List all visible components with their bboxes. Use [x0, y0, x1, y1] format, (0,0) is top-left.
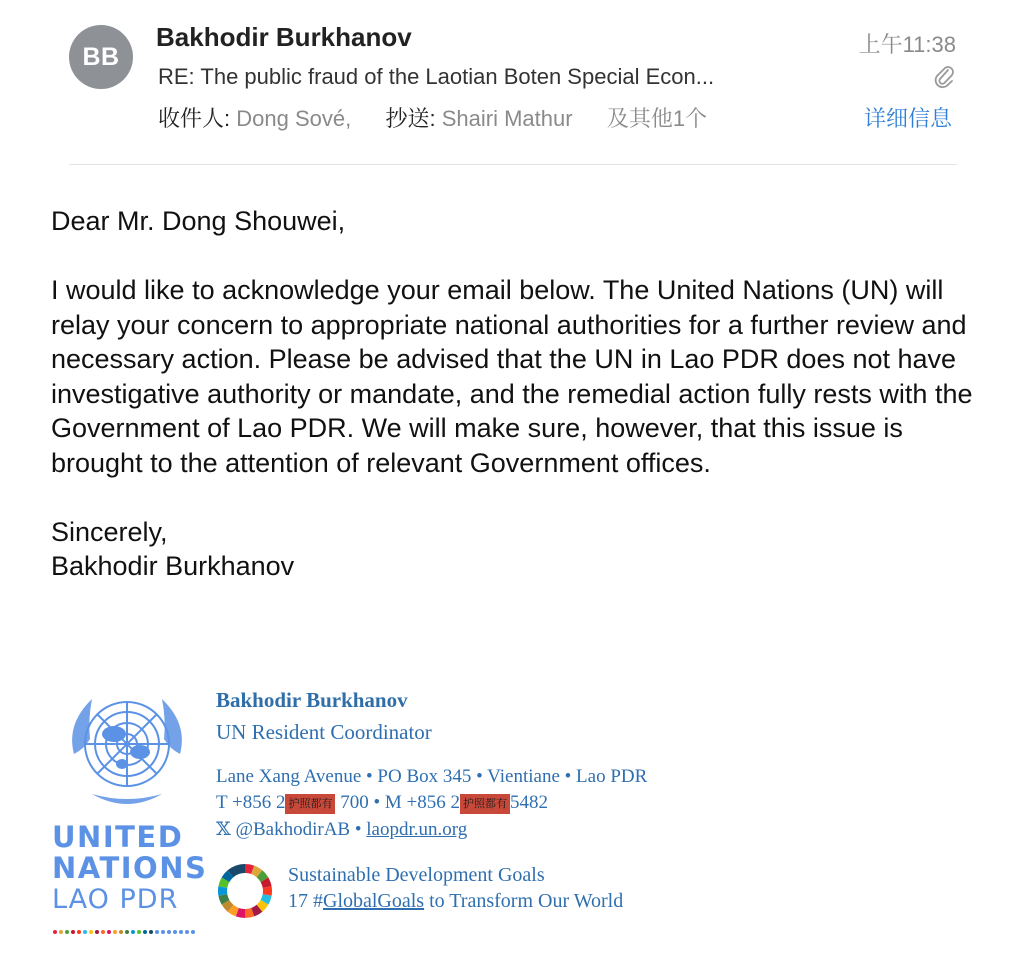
signature-phone: [216, 792, 548, 814]
signoff-name: Bakhodir Burkhanov: [51, 551, 295, 581]
signature-title: UN Resident Coordinator: [216, 720, 432, 744]
paperclip-icon[interactable]: [933, 64, 955, 90]
greeting: Dear Mr. Dong Shouwei,: [51, 206, 346, 236]
other-recipients[interactable]: 及其他1个: [606, 106, 708, 131]
to-recipient[interactable]: Dong Sové,: [236, 106, 352, 131]
sdg-color-dots: [53, 930, 195, 934]
un-logo: [52, 684, 202, 819]
phone-mid: 700 • M +856 2: [335, 792, 460, 813]
un-emblem-icon: [52, 684, 202, 819]
phone-redaction: 护照都有: [285, 794, 335, 814]
subject-line: RE: The public fraud of the Laotian Boten Special Econ...: [158, 64, 715, 89]
received-time: 上午11:38: [858, 32, 956, 57]
cc-label: 抄送:: [385, 106, 436, 131]
x-icon: 𝕏: [216, 819, 231, 840]
un-wordmark: [52, 822, 207, 915]
mobile-suffix: 5482: [510, 792, 548, 813]
cc-recipient[interactable]: Shairi Mathur: [441, 106, 573, 131]
logo-line-3: LAO PDR: [52, 884, 179, 915]
logo-line-1: UNITED: [52, 820, 184, 854]
signature-address: Lane Xang Avenue • PO Box 345 • Vientiane • Lao PDR: [216, 766, 648, 787]
to-label: 收件人:: [158, 106, 231, 131]
sdg-title: Sustainable Development Goals: [288, 864, 545, 886]
globalgoals-link[interactable]: GlobalGoals: [323, 890, 425, 912]
header-divider: [69, 164, 957, 165]
sdg-tagline: [288, 890, 623, 913]
phone-prefix: T +856 2: [216, 792, 286, 813]
twitter-handle[interactable]: @BakhodirAB •: [230, 819, 367, 840]
message-body: [51, 204, 981, 584]
sdg-tagline-prefix: 17 #: [288, 890, 323, 912]
sdg-wheel-icon: [216, 862, 274, 920]
mobile-redaction: 护照都有: [460, 794, 510, 814]
recipients: [158, 102, 707, 133]
signature-social: [216, 818, 467, 841]
avatar[interactable]: BB: [69, 25, 133, 89]
signature-name: Bakhodir Burkhanov: [216, 688, 408, 712]
sender-name[interactable]: Bakhodir Burkhanov: [156, 22, 412, 52]
logo-line-2: NATIONS: [52, 851, 208, 885]
closing: Sincerely,: [51, 516, 168, 547]
message-paragraph: I would like to acknowledge your email below. The United Nations (UN) will relay your concern to appropriate national authorities for a further review and necessary action. Please be advised that the UN in Lao PDR does not have investigative authority or mandate, and the remedial action fully rests with the Government of Lao PDR. We will make sure, however, that this issue is brought to the attention of relevant Government offices.: [51, 275, 973, 478]
sdg-tagline-suffix: to Transform Our World: [424, 890, 624, 912]
website-link[interactable]: laopdr.un.org: [366, 819, 468, 840]
details-link[interactable]: 详细信息: [863, 106, 952, 131]
